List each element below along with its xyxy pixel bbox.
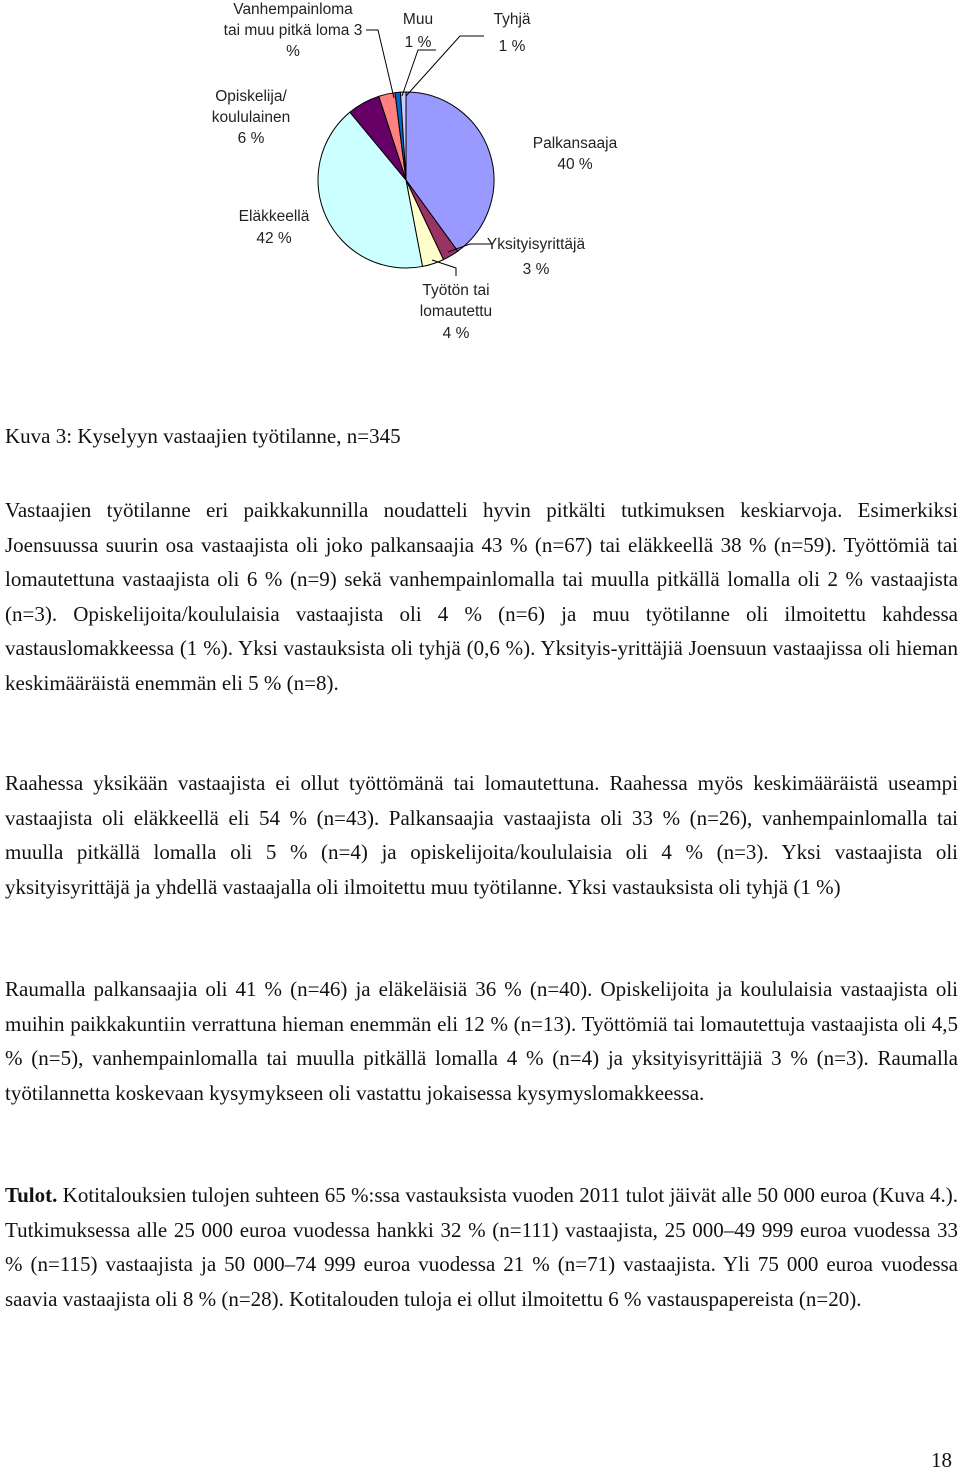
- label-tyhja-line-1: Tyhjä: [493, 11, 531, 28]
- label-vanhempainloma-line-2: tai muu pitkä loma 3: [223, 22, 363, 39]
- paragraph-raahe: [5, 766, 958, 904]
- slice-label-muu: [403, 11, 433, 51]
- paragraph-text: [5, 1178, 958, 1316]
- slice-label-palkansaaja: [533, 135, 618, 173]
- paragraph-text: Raumalla palkansaajia oli 41 % (n=46) ja eläkeläisiä 36 % (n=40). Opiskelijoita ja koululaisia vastaajista oli muihin paikkakuntiin verrattuna hieman enemmän eli 12 % (n=13). Työttömiä tai lomautettuja vastaajista oli 4,5 % (n=5), vanhempainlomalla tai muulla pitkällä lomalla 4 % (n=4) ja yksityisyrittäjiä 3 % (n=3). Raumalla työtilannetta koskevaan kysymykseen oli vastattu jokaisessa kysymyslomakkeessa.: [5, 977, 958, 1105]
- label-muu-line-2: 1 %: [404, 34, 432, 51]
- label-tyhja-line-2: 1 %: [498, 38, 526, 55]
- slice-label-tyhja: [493, 11, 530, 55]
- label-opiskelija-line-3: 6 %: [237, 130, 265, 147]
- label-yksityisyrittaja-line-1: Yksityisyrittäjä: [486, 236, 586, 253]
- label-tyoton-line-3: 4 %: [442, 325, 470, 342]
- label-yksityisyrittaja-line-2: 3 %: [522, 261, 550, 278]
- paragraph-tulot: [5, 1178, 958, 1316]
- label-vanhempainloma-line-1: Vanhempainloma: [233, 1, 353, 18]
- label-elakkeella-line-1: Eläkkeellä: [238, 208, 310, 225]
- page-number: 18: [931, 1448, 952, 1472]
- slice-label-opiskelija: [212, 88, 290, 147]
- paragraph-text: Vastaajien työtilanne eri paikkakunnilla noudatteli hyvin pitkälti tutkimuksen keskiarvoja. Esimerkiksi Joensuussa suurin osa vastaajista oli joko palkansaajia 43 % (n=67) tai eläkkeellä 38 % (n=59). Työttömiä tai lomautettuna vastaajista oli 6 % (n=9) sekä vanhempainlomalla tai muulla pitkällä lomalla oli 2 % vastaajista (n=3). Opiskelijoita/koululaisia vastaajista oli 4 % (n=6) ja muu työtilanne oli ilmoitettu kahdessa vastauslomakkeessa (1 %). Yksi vastauksista oli tyhjä (0,6 %). Yksityis-yrittäjiä Joensuun vastaajissa oli hieman keskimääräistä enemmän eli 5 % (n=8).: [5, 498, 958, 695]
- paragraph-rauma: [5, 972, 958, 1110]
- label-elakkeella-line-2: 42 %: [256, 230, 292, 247]
- tulot-text: Kotitalouksien tulojen suhteen 65 %:ssa vastauksista vuoden 2011 tulot jäivät alle 50 000 euroa (Kuva 4.). Tutkimuksessa alle 25 000 euroa vuodessa hankki 32 % (n=111) vastaajista, 25 000–49 999 euroa vuodessa 33 % (n=115) vastaajista ja 50 000–74 999 euroa vuodessa 21 % (n=71) vastaajista. Yli 75 000 euroa vuodessa saavia vastaajista oli 8 % (n=28). Kotitalouden tuloja ei ollut ilmoitettu 6 % vastauspapereista (n=20).: [5, 1183, 958, 1311]
- label-tyoton-line-1: Työtön tai: [422, 282, 490, 299]
- tulot-heading: Tulot.: [5, 1183, 58, 1207]
- paragraph-text: Raahessa yksikään vastaajista ei ollut työttömänä tai lomautettuna. Raahessa myös keskimääräistä useampi vastaajista oli eläkkeellä eli 54 % (n=43). Palkansaajia vastaajista oli 33 % (n=26), vanhempainlomalla tai muulla pitkällä lomalla oli 5 % (n=4) ja opiskelijoita/koululaisia oli 4 % (n=3). Yksi vastaajista oli yksityisyrittäjä ja yhdellä vastaajalla oli ilmoitettu muu työtilanne. Yksi vastauksista oli tyhjä (1 %): [5, 771, 958, 899]
- label-tyoton-line-2: lomautettu: [419, 303, 493, 320]
- slice-label-elakkeella: [239, 208, 310, 247]
- label-muu-line-1: Muu: [402, 11, 434, 28]
- leader-line-muu: [402, 50, 436, 96]
- label-opiskelija-line-1: Opiskelija/: [215, 88, 287, 105]
- label-opiskelija-line-2: koululainen: [211, 109, 291, 126]
- figure-caption: Kuva 3: Kyselyyn vastaajien työtilanne, n=345: [5, 424, 401, 448]
- pie-chart: [0, 0, 960, 360]
- label-palkansaaja-line-2: 40 %: [557, 156, 593, 173]
- slice-label-vanhempainloma: [224, 1, 363, 60]
- label-palkansaaja-line-1: Palkansaaja: [532, 135, 618, 152]
- slice-label-yksityisyrittaja: [487, 236, 586, 278]
- leader-line-vanhempainloma: [366, 30, 394, 98]
- slice-label-tyoton: [420, 282, 492, 342]
- paragraph-joensuu: [5, 493, 958, 700]
- label-vanhempainloma-line-3: %: [286, 43, 300, 60]
